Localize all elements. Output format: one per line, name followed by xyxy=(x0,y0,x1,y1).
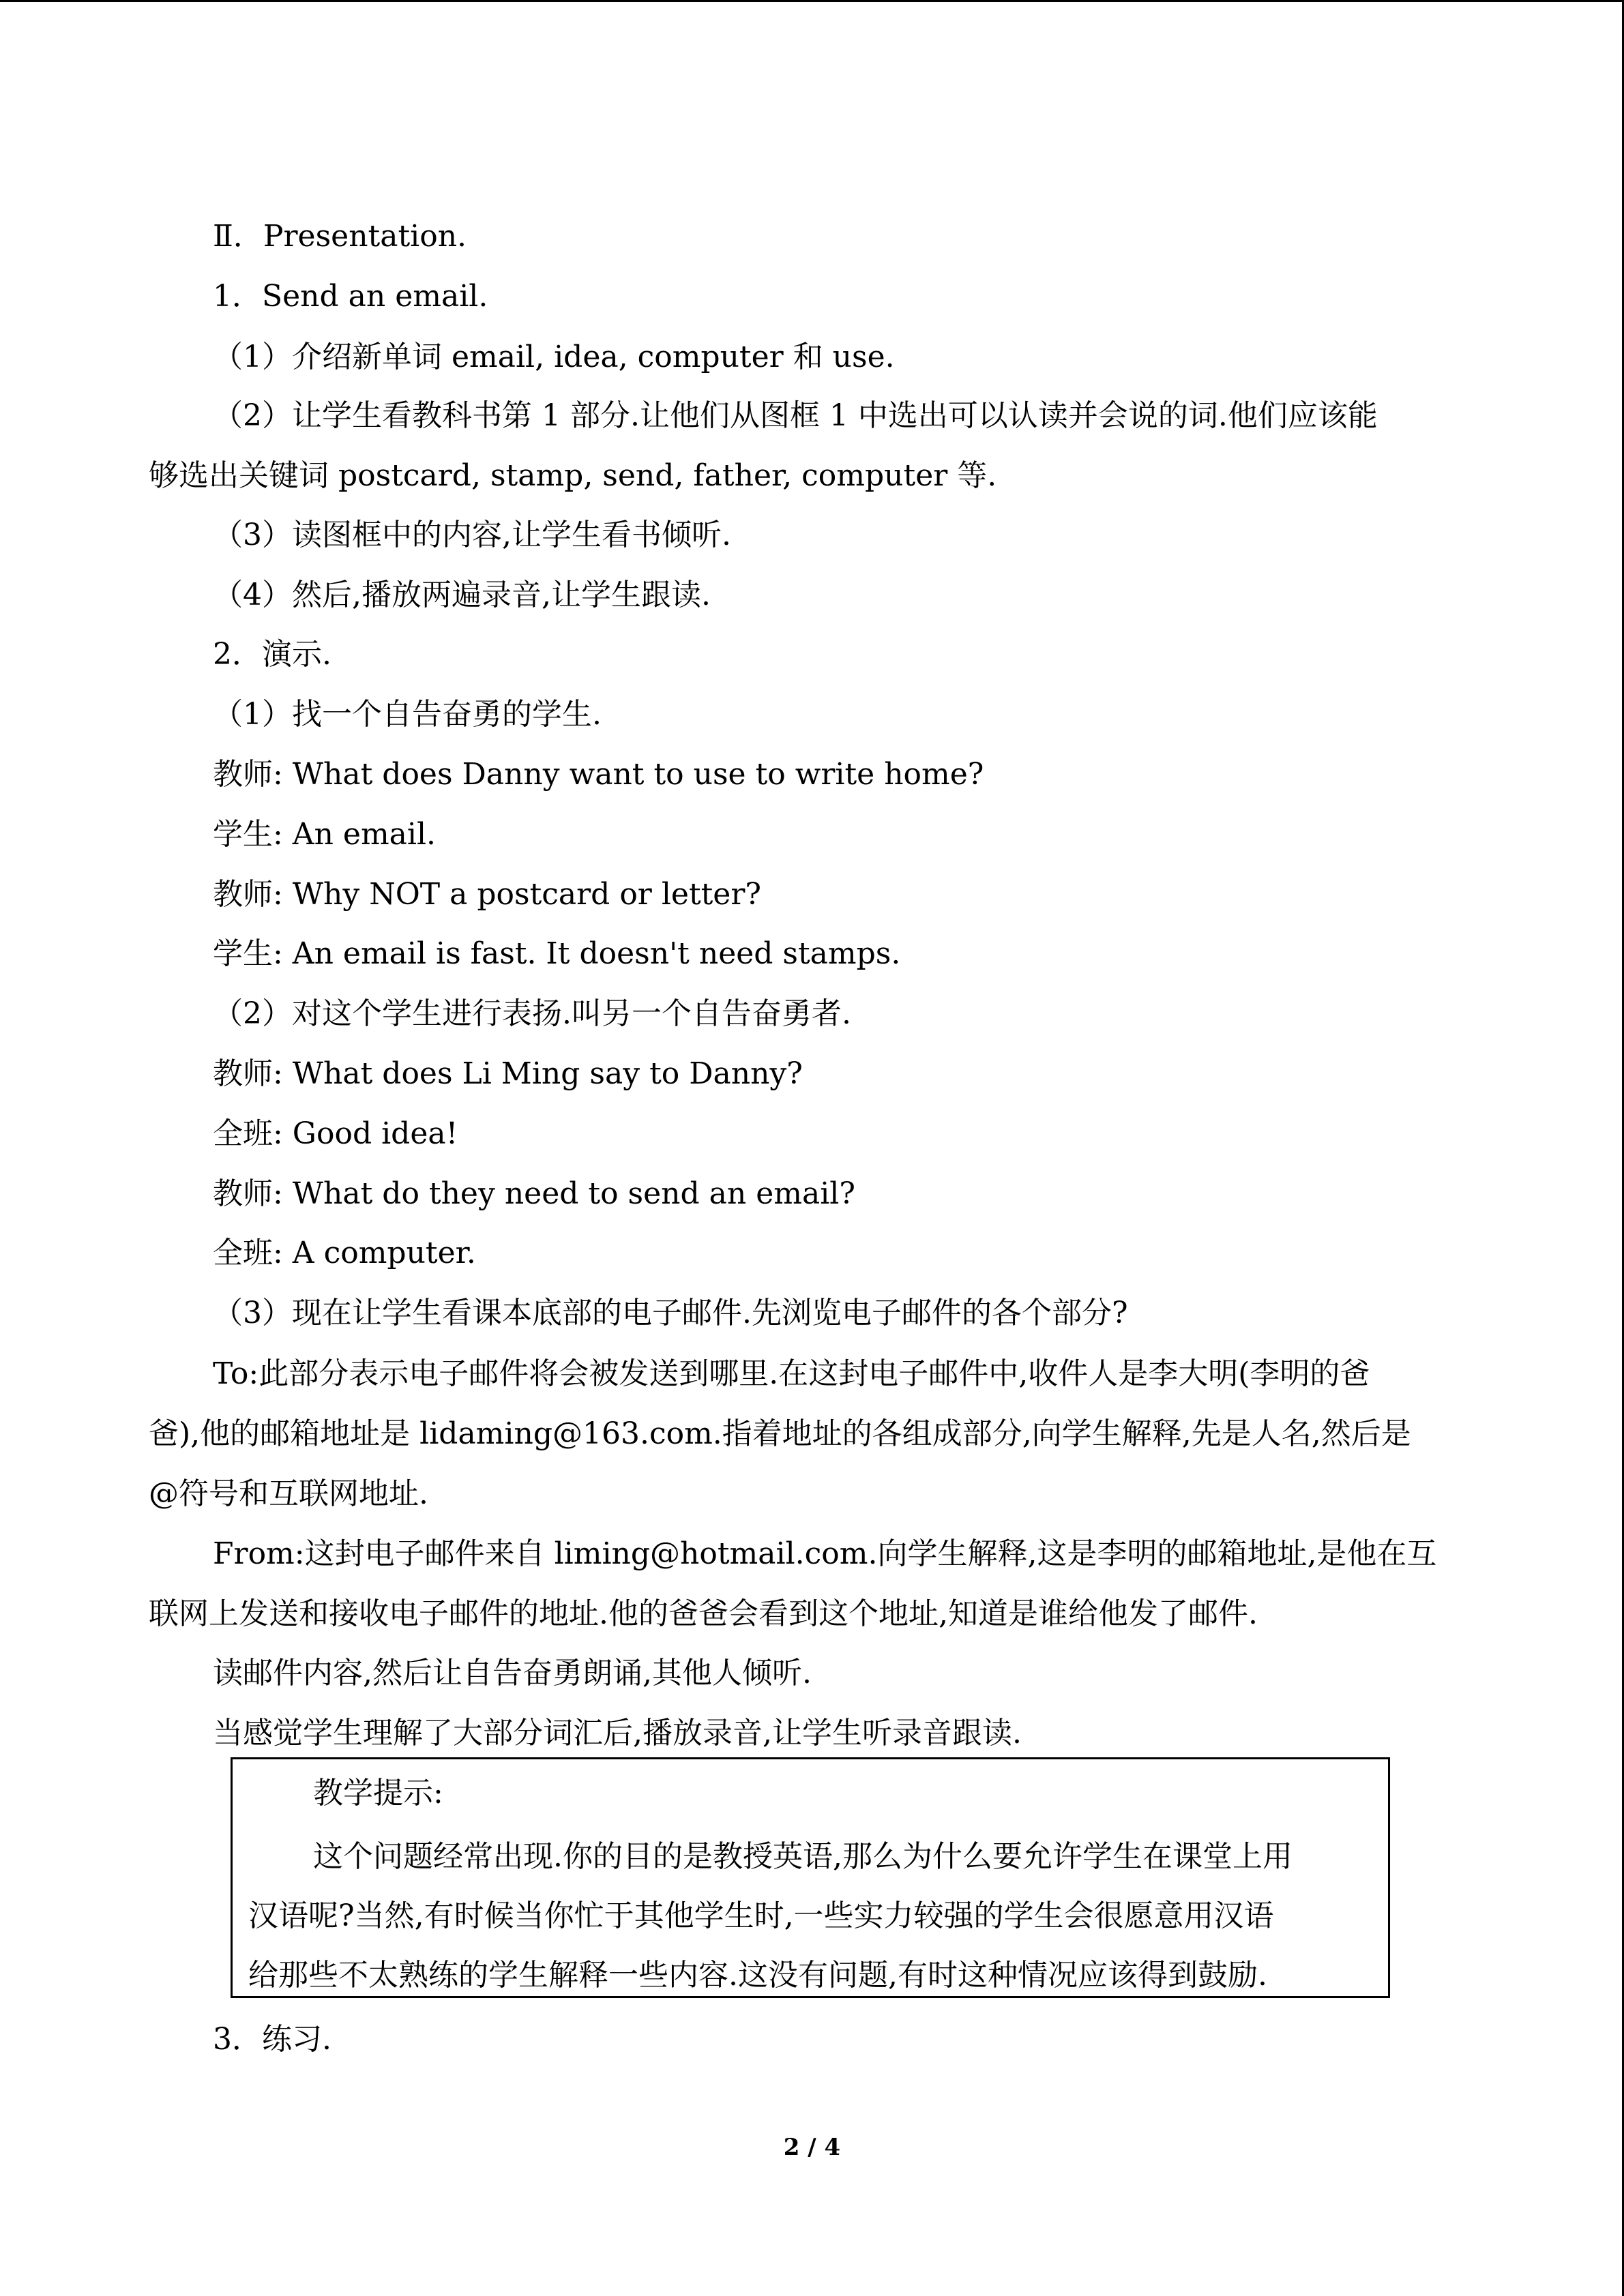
step-practice: 3．练习. xyxy=(213,2022,331,2057)
text-line: （2）让学生看教科书第 1 部分.让他们从图框 1 中选出可以认读并会说的词.他们应该能 xyxy=(213,398,1378,433)
dialogue-line: 学生: An email is fast. It doesn't need stamps. xyxy=(213,936,901,971)
text-line: 联网上发送和接收电子邮件的地址.他的爸爸会看到这个地址,知道是谁给他发了邮件. xyxy=(149,1596,1258,1631)
dialogue-line: 教师: What does Danny want to use to write home? xyxy=(213,757,984,792)
text-line: @符号和互联网地址. xyxy=(149,1476,428,1511)
text-line: （4）然后,播放两遍录音,让学生跟读. xyxy=(213,578,711,612)
page-number: 2 / 4 xyxy=(783,2134,841,2161)
dialogue-line: 教师: Why NOT a postcard or letter? xyxy=(213,877,761,912)
step-send-email: 1．Send an email. xyxy=(213,279,488,314)
tip-title: 教学提示: xyxy=(313,1776,443,1810)
text-line: （1）介绍新单词 email, idea, computer 和 use. xyxy=(213,340,895,374)
text-line: 够选出关键词 postcard, stamp, send, father, computer 等. xyxy=(149,458,997,493)
heading-presentation: Ⅱ．Presentation. xyxy=(213,219,467,254)
text-line: 读邮件内容,然后让自告奋勇朗诵,其他人倾听. xyxy=(213,1656,812,1690)
dialogue-line: 全班: A computer. xyxy=(213,1236,476,1270)
text-line: From:这封电子邮件来自 liming@hotmail.com.向学生解释,这是李明的邮箱地址,是他在互 xyxy=(213,1536,1437,1571)
text-line: 爸),他的邮箱地址是 lidaming@163.com.指着地址的各组成部分,向学生解释,先是人名,然后是 xyxy=(149,1416,1411,1451)
dialogue-line: 教师: What does Li Ming say to Danny? xyxy=(213,1056,803,1091)
text-line: 当感觉学生理解了大部分词汇后,播放录音,让学生听录音跟读. xyxy=(213,1716,1022,1750)
teaching-tip-box xyxy=(231,1757,1390,1998)
tip-line: 汉语呢?当然,有时候当你忙于其他学生时,一些实力较强的学生会很愿意用汉语 xyxy=(248,1898,1274,1933)
tip-line: 给那些不太熟练的学生解释一些内容.这没有问题,有时这种情况应该得到鼓励. xyxy=(248,1958,1267,1993)
text-line: （2）对这个学生进行表扬.叫另一个自告奋勇者. xyxy=(213,996,851,1031)
step-demo: 2．演示. xyxy=(213,637,331,672)
tip-line: 这个问题经常出现.你的目的是教授英语,那么为什么要允许学生在课堂上用 xyxy=(313,1839,1293,1874)
dialogue-line: 教师: What do they need to send an email? xyxy=(213,1176,855,1211)
text-line: To:此部分表示电子邮件将会被发送到哪里.在这封电子邮件中,收件人是李大明(李明的爸 xyxy=(213,1356,1370,1391)
text-line: （3）读图框中的内容,让学生看书倾听. xyxy=(213,518,731,552)
dialogue-line: 学生: An email. xyxy=(213,817,437,852)
dialogue-line: 全班: Good idea! xyxy=(213,1116,458,1151)
top-border xyxy=(0,0,1624,2)
text-line: （3）现在让学生看课本底部的电子邮件.先浏览电子邮件的各个部分? xyxy=(213,1296,1128,1330)
text-line: （1）找一个自告奋勇的学生. xyxy=(213,697,602,732)
